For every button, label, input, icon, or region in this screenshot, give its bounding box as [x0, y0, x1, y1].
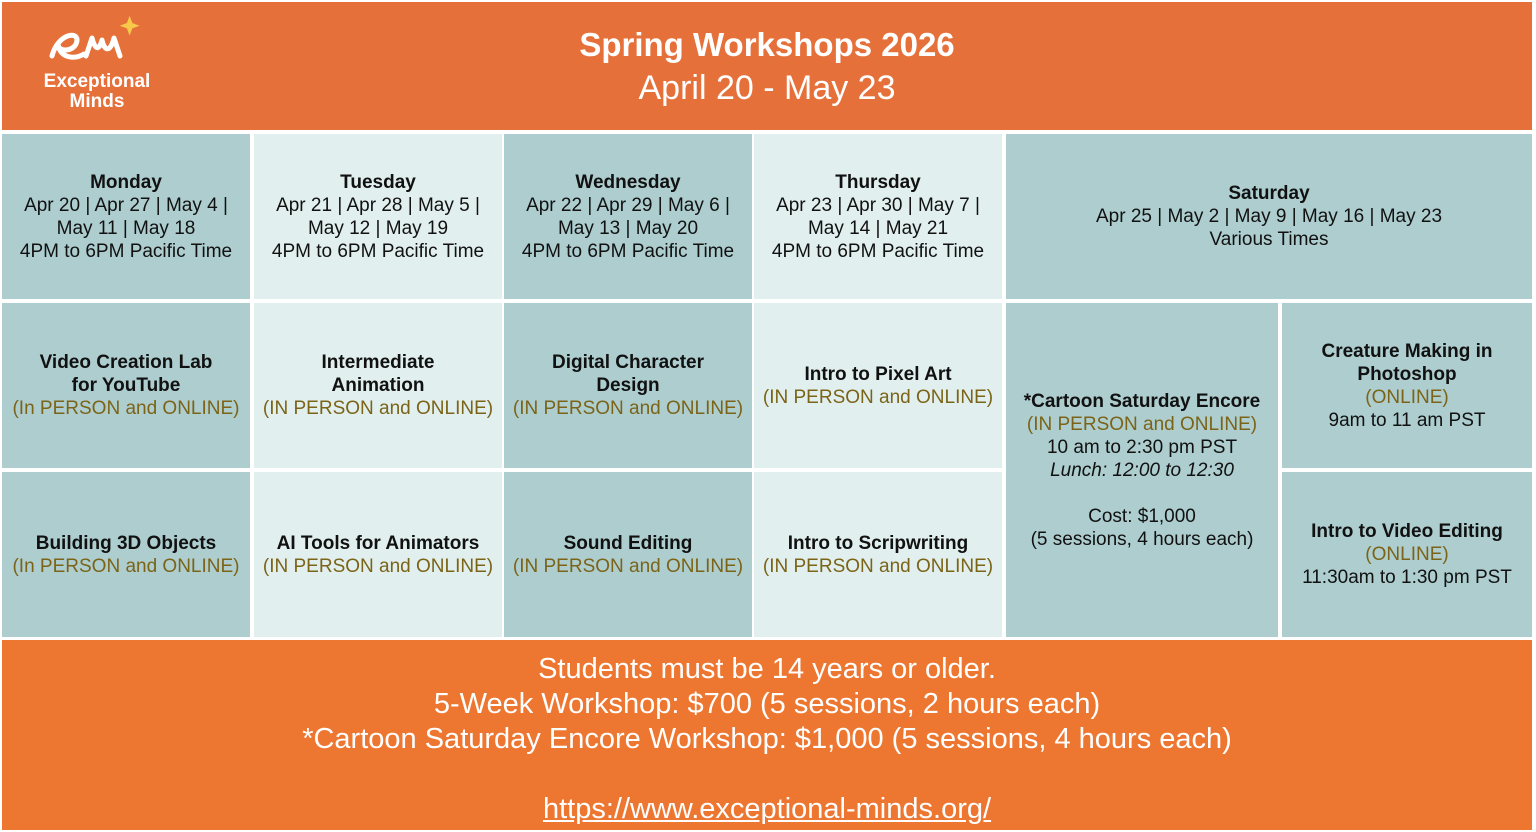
day-name: Thursday: [835, 171, 921, 193]
footer-age-requirement: Students must be 14 years or older.: [538, 653, 996, 685]
course-time: 10 am to 2:30 pm PST: [1046, 436, 1238, 458]
course-mode: (In PERSON and ONLINE): [12, 398, 240, 419]
course-cartoon-saturday-encore: [1006, 303, 1278, 637]
day-time: 4PM to 6PM Pacific Time: [19, 240, 233, 262]
course-mode: (In PERSON and ONLINE): [12, 555, 240, 577]
course-mode: (IN PERSON and ONLINE): [762, 386, 994, 408]
course-time: 11:30am to 1:30 pm PST: [1302, 567, 1512, 588]
day-name: Saturday: [1228, 183, 1310, 204]
footer-banner: [2, 640, 1532, 830]
course-mode: (IN PERSON and ONLINE): [762, 555, 994, 577]
course-ai-tools-animators: [254, 472, 502, 637]
course-mode: (IN PERSON and ONLINE): [262, 555, 494, 577]
page-subtitle: April 20 - May 23: [638, 69, 896, 107]
day-dates: Apr 20 | Apr 27 | May 4 |: [24, 194, 228, 216]
lunch-time: 12:00 to 12:30: [1107, 459, 1234, 481]
day-dates: Apr 21 | Apr 28 | May 5 |: [276, 194, 480, 216]
header-banner: [2, 2, 1532, 130]
day-name: Tuesday: [340, 171, 416, 193]
day-name: Wednesday: [575, 171, 681, 193]
logo-text-line1: Exceptional: [43, 71, 151, 92]
day-time: 4PM to 6PM Pacific Time: [271, 240, 485, 262]
day-header-thursday: [754, 134, 1002, 299]
spacer: [2, 757, 1532, 792]
course-title: Design: [596, 375, 660, 396]
day-dates: May 14 | May 21: [807, 217, 949, 239]
course-title: Intro to Pixel Art: [804, 363, 952, 385]
course-title: Photoshop: [1357, 363, 1457, 385]
course-title: Creature Making in: [1321, 340, 1493, 362]
course-title: Sound Editing: [563, 532, 693, 554]
day-header-tuesday: [254, 134, 502, 299]
page-title: Spring Workshops 2026: [579, 26, 955, 63]
footer-pricing-encore: *Cartoon Saturday Encore Workshop: $1,000 (5 sessions, 4 hours each): [302, 723, 1232, 755]
day-time: 4PM to 6PM Pacific Time: [521, 240, 735, 262]
course-time: 9am to 11 am PST: [1328, 409, 1486, 431]
footer-pricing-5week: 5-Week Workshop: $700 (5 sessions, 2 hours each): [433, 688, 1101, 720]
course-digital-character-design: [504, 303, 752, 468]
day-header-saturday: [1006, 134, 1532, 299]
course-title: *Cartoon Saturday Encore: [1023, 390, 1261, 412]
course-title: Video Creation Lab: [39, 352, 213, 373]
day-dates: May 11 | May 18: [56, 217, 196, 239]
course-sound-editing: [504, 472, 752, 637]
course-intro-pixel-art: [754, 303, 1002, 468]
day-dates: Apr 25 | May 2 | May 9 | May 16 | May 23: [1095, 206, 1443, 227]
course-intro-video-editing: [1282, 472, 1532, 637]
logo-text-line2: Minds: [69, 91, 125, 112]
course-title: AI Tools for Animators: [276, 532, 480, 554]
course-intro-scriptwriting: [754, 472, 1002, 637]
day-dates: May 13 | May 20: [557, 217, 699, 239]
course-mode: (IN PERSON and ONLINE): [262, 398, 494, 419]
day-header-wednesday: [504, 134, 752, 299]
course-creature-making: [1282, 303, 1532, 468]
course-cost: Cost: $1,000: [1088, 505, 1196, 527]
course-mode: (ONLINE): [1365, 544, 1449, 565]
day-time: 4PM to 6PM Pacific Time: [771, 240, 985, 262]
course-video-creation-lab: [2, 303, 250, 468]
course-title: Animation: [331, 375, 425, 396]
lunch-line: [1050, 459, 1234, 482]
day-time: Various Times: [1209, 229, 1329, 250]
day-name: Monday: [90, 171, 162, 193]
day-dates: Apr 22 | Apr 29 | May 6 |: [526, 194, 730, 216]
course-title: Intermediate: [321, 352, 435, 373]
course-title: Building 3D Objects: [35, 532, 217, 554]
course-title: for YouTube: [71, 375, 181, 396]
course-intermediate-animation: [254, 303, 502, 468]
course-mode: (IN PERSON and ONLINE): [512, 398, 744, 419]
day-dates: May 12 | May 19: [307, 217, 449, 239]
course-title: Digital Character: [551, 352, 705, 373]
course-building-3d-objects: [2, 472, 250, 637]
course-title: Intro to Video Editing: [1311, 521, 1503, 542]
website-link[interactable]: https://www.exceptional-minds.org/: [542, 793, 992, 825]
course-mode: (IN PERSON and ONLINE): [1026, 413, 1258, 435]
lunch-label: Lunch:: [1050, 459, 1108, 481]
course-mode: (ONLINE): [1365, 386, 1449, 408]
day-dates: Apr 23 | Apr 30 | May 7 |: [776, 194, 980, 216]
course-title: Intro to Scripwriting: [787, 532, 969, 554]
day-header-monday: [2, 134, 250, 299]
course-sessions: (5 sessions, 4 hours each): [1030, 528, 1254, 550]
course-mode: (IN PERSON and ONLINE): [512, 555, 744, 577]
